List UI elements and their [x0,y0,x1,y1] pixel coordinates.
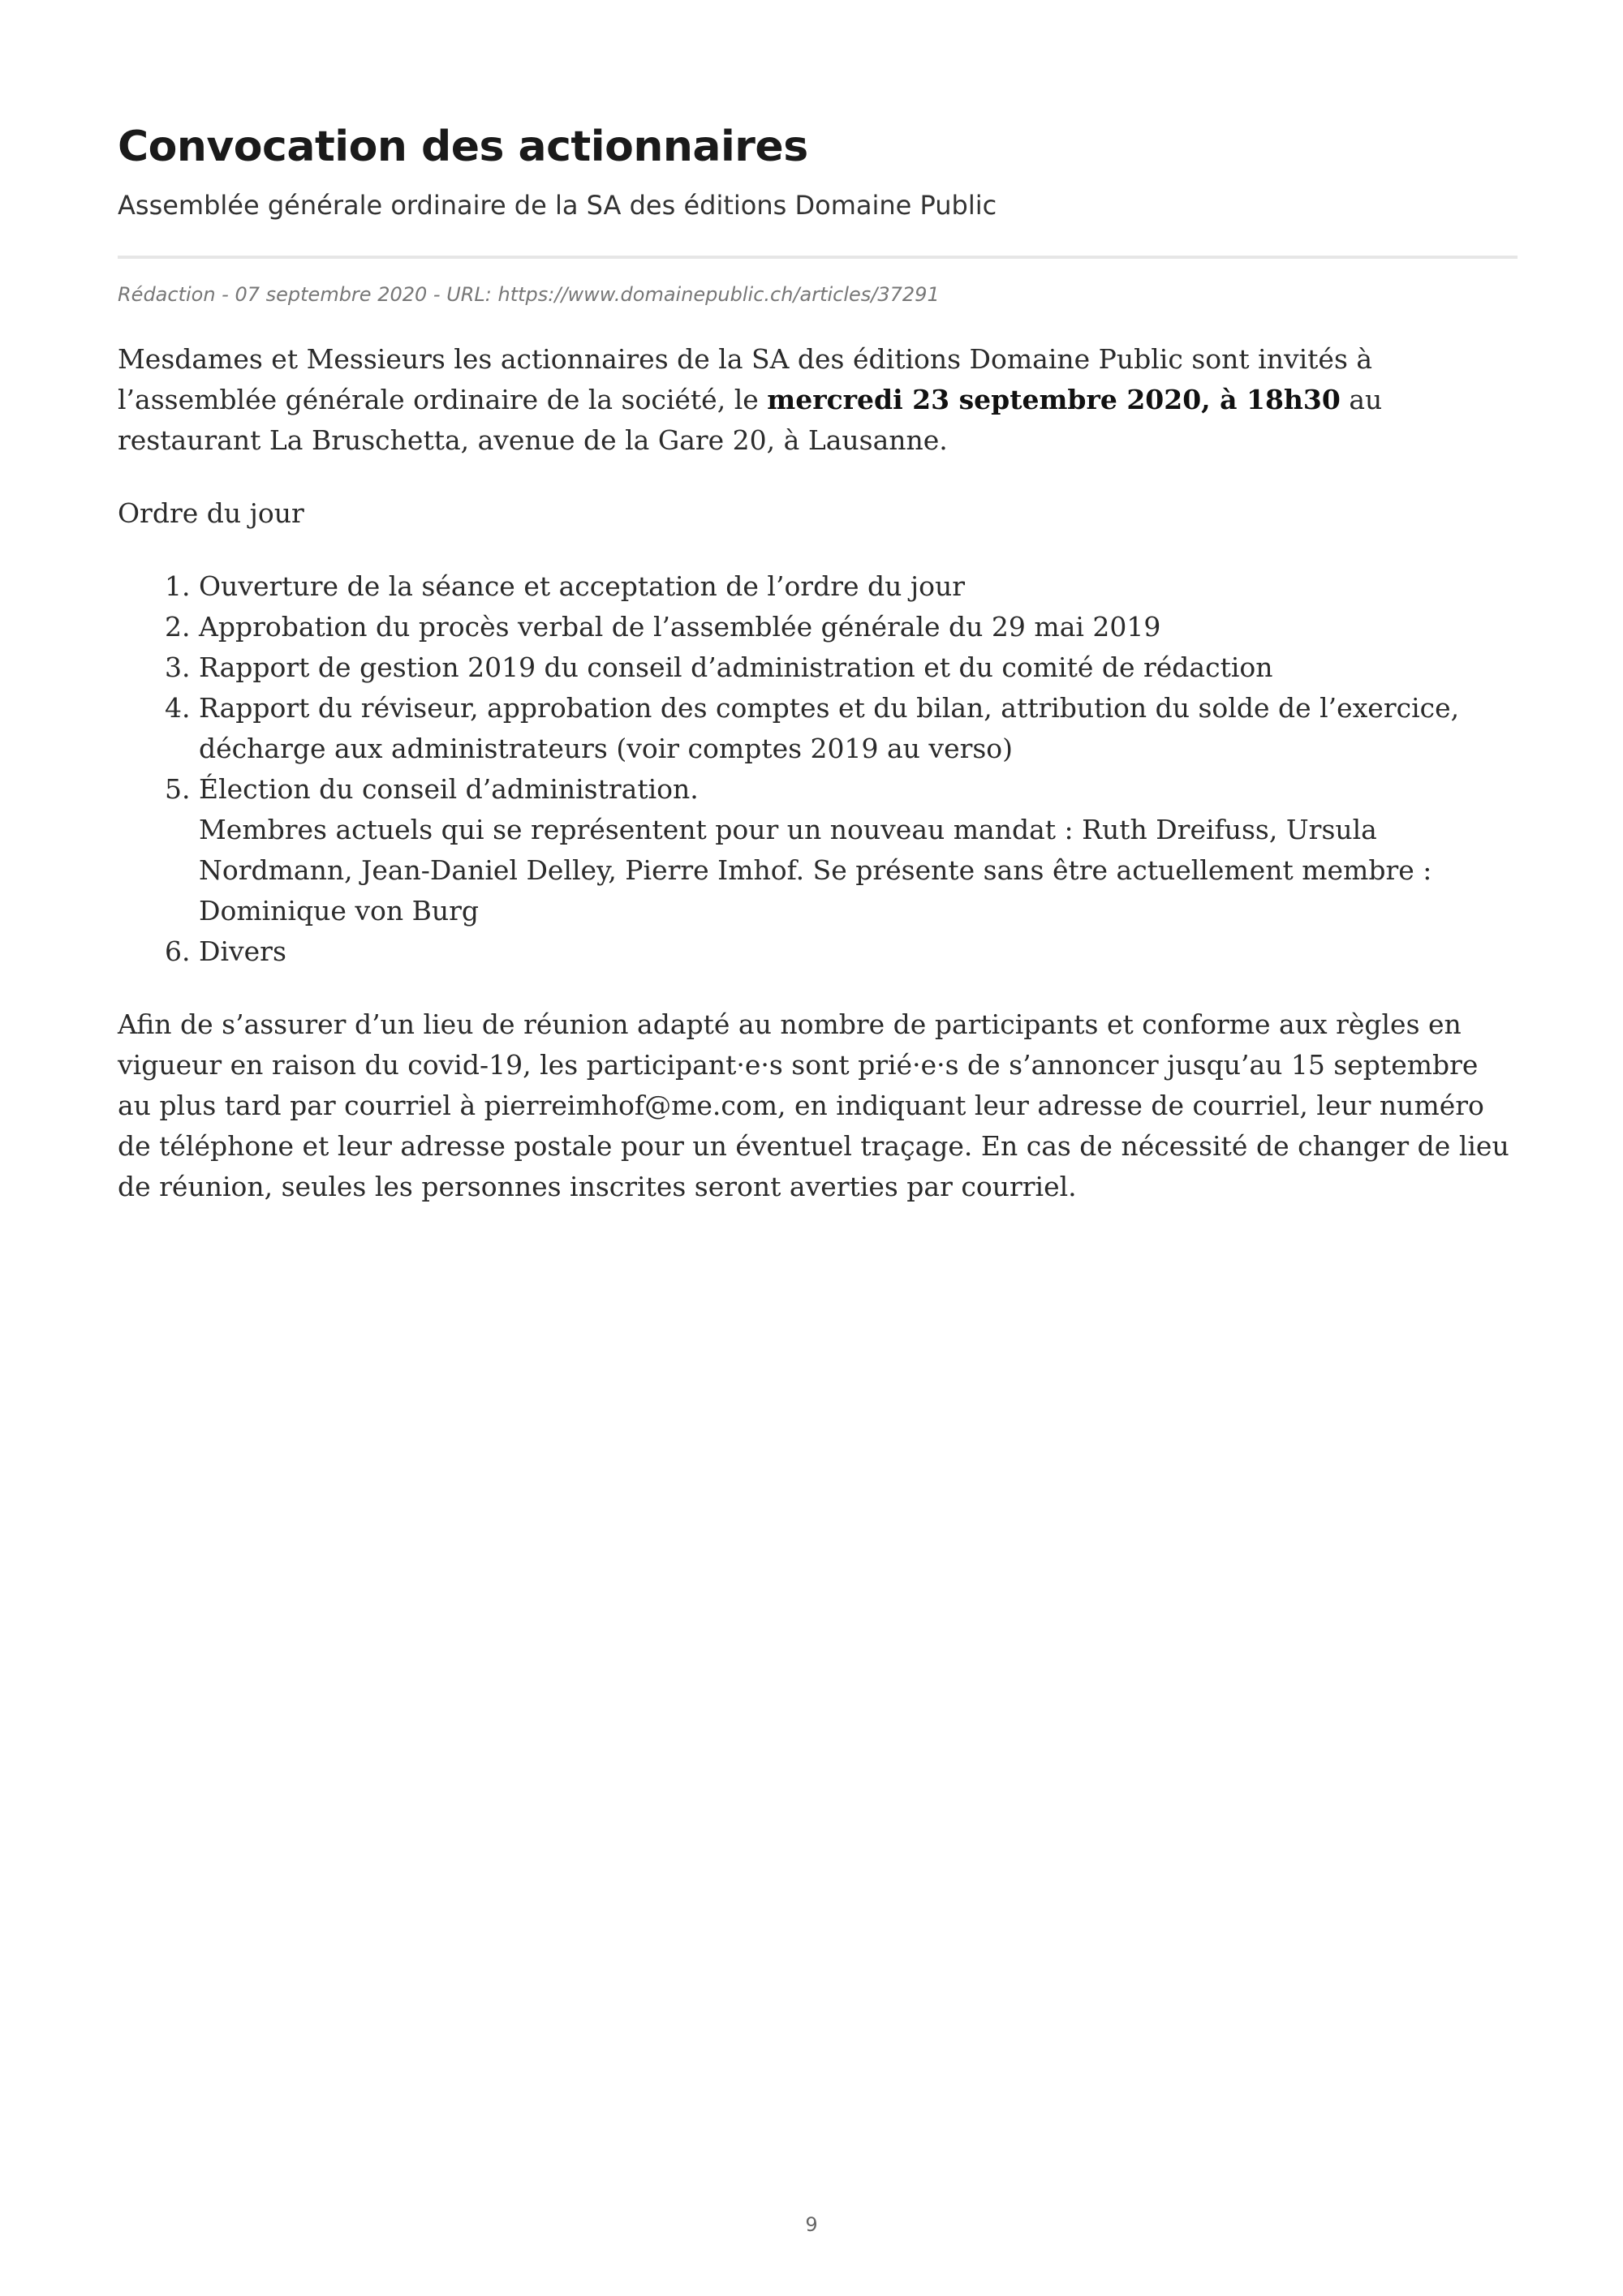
header-divider [118,256,1518,259]
page-number: 9 [805,2213,818,2236]
article-title: Convocation des actionnaires [118,123,808,171]
intro-text-before: Mesdames et Messieurs les actionnaires de la SA des éditions Domaine Public sont invités à l’assemblée générale ordinaire de la société, le [118,342,1373,415]
agenda-item-candidates: Membres actuels qui se représentent pour un nouveau mandat : Ruth Dreifuss, Ursula Nordmann, Jean-Daniel Delley, Pierre Imhof. Se présente sans être actuellement membre : Dominique von Burg [199,813,1432,927]
meeting-date: mercredi 23 septembre 2020, à 18h30 [767,383,1341,415]
article-meta: Rédaction - 07 septembre 2020 - URL: https://www.domainepublic.ch/articles/37291 [118,282,940,306]
agenda-item: 3. Rapport de gestion 2019 du conseil d’administration et du comité de rédaction [199,647,1518,688]
agenda-item: 6. Divers [199,931,1518,972]
article-subtitle: Assemblée générale ordinaire de la SA des éditions Domaine Public [118,190,997,221]
agenda-item: 1. Ouverture de la séance et acceptation de l’ordre du jour [199,566,1518,607]
agenda-heading: Ordre du jour [118,497,304,529]
agenda-item-election: Élection du conseil d’administration. [199,772,699,805]
agenda-item: 4. Rapport du réviseur, approbation des comptes et du bilan, attribution du solde de l’exercice, décharge aux administrateurs (voir comptes 2019 au verso) [199,688,1518,769]
document-page [118,122,1518,1207]
agenda-item: 2. Approbation du procès verbal de l’assemblée générale du 29 mai 2019 [199,607,1518,647]
agenda-item [199,769,1518,931]
closing-paragraph: Afin de s’assurer d’un lieu de réunion adapté au nombre de participants et conforme aux règles en vigueur en raison du covid-19, les participant·e·s sont prié·e·s de s’annoncer jusqu’au 15 septembre au plus tard par courriel à pierreimhof@me.com, en indiquant leur adresse de courriel, leur numéro de téléphone et leur adresse postale pour un éventuel traçage. En cas de nécessité de changer de lieu de réunion, seules les personnes inscrites seront averties par courriel. [118,1008,1509,1202]
intro-text-after: au restaurant La Bruschetta, avenue de la Gare 20, à Lausanne. [118,383,1383,456]
article-body [118,339,1518,1207]
intro-paragraph [118,339,1518,461]
agenda-list [118,566,1518,972]
